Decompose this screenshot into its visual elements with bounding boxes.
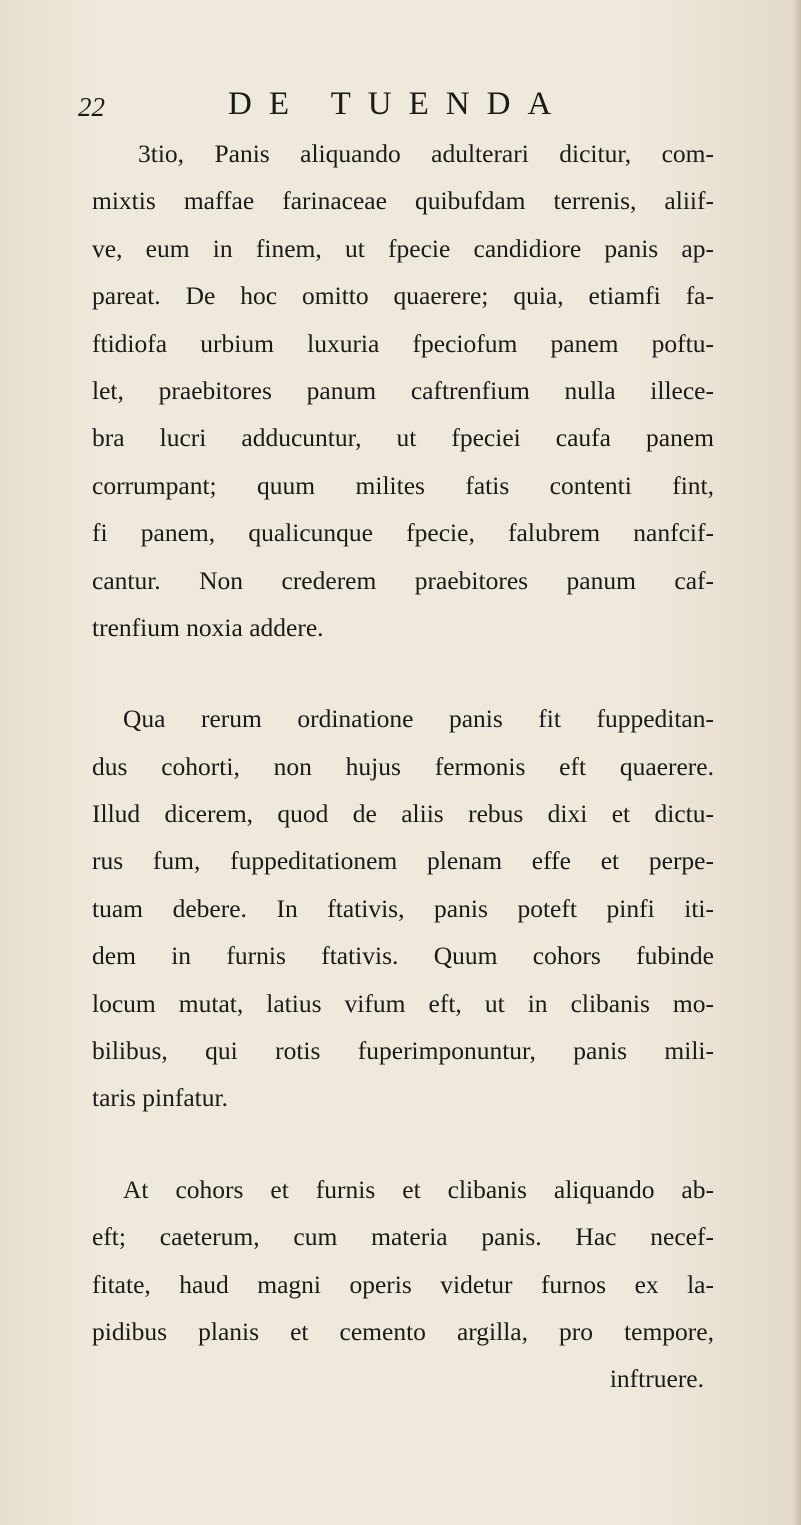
page-edge-shadow	[793, 0, 801, 1525]
text-line: fi panem, qualicunque fpecie, falubrem nanfcif-	[92, 518, 714, 548]
text-line: pareat. De hoc omitto quaerere; quia, etiamfi fa-	[92, 281, 714, 311]
text-line: cantur. Non crederem praebitores panum caf-	[92, 565, 714, 595]
page-number: 22	[78, 92, 105, 122]
running-title: DE TUENDA	[228, 86, 569, 122]
running-head	[78, 86, 718, 126]
text-line: fitate, haud magni operis videtur furnos ex la-	[92, 1269, 714, 1299]
text-line: ve, eum in finem, ut fpecie candidiore panis ap-	[92, 233, 714, 263]
paragraph-gap	[92, 1122, 714, 1166]
text-line: 3tio, Panis aliquando adulterari dicitur, com-	[138, 139, 714, 168]
text-line: tuam debere. In ftativis, panis poteft pinfi iti-	[92, 893, 714, 923]
text-line: bilibus, qui rotis fuperimponuntur, panis mili-	[92, 1036, 714, 1066]
text-line: trenfium noxia addere.	[92, 612, 324, 642]
text-line: Qua rerum ordinatione panis fit fuppeditan-	[123, 704, 714, 734]
text-line: let, praebitores panum caftrenfium nulla illece-	[92, 375, 714, 405]
text-line: taris pinfatur.	[92, 1083, 228, 1113]
paragraph-2	[92, 695, 714, 1122]
text-line: corrumpant; quum milites fatis contenti fint,	[92, 470, 714, 500]
text-line: rus fum, fuppeditationem plenam effe et perpe-	[92, 846, 714, 876]
text-line: Illud dicerem, quod de aliis rebus dixi et dictu-	[92, 799, 714, 829]
text-line: pidibus planis et cemento argilla, pro tempore,	[92, 1316, 714, 1346]
text-line: dem in furnis ftativis. Quum cohors fubinde	[92, 941, 714, 971]
text-line: inftruere.	[609, 1364, 704, 1394]
paragraph-gap	[92, 651, 714, 695]
paragraph-1	[92, 130, 714, 651]
text-line: bra lucri adducuntur, ut fpeciei caufa panem	[92, 423, 714, 453]
text-line: dus cohorti, non hujus fermonis eft quaerere.	[92, 751, 714, 781]
text-line: At cohors et furnis et clibanis aliquando ab-	[123, 1174, 714, 1204]
body-text	[92, 130, 714, 1403]
text-line: mixtis maffae farinaceae quibufdam terrenis, aliif-	[92, 186, 714, 216]
text-line: locum mutat, latius vifum eft, ut in clibanis mo-	[92, 988, 714, 1018]
paragraph-3	[92, 1166, 714, 1403]
text-line: eft; caeterum, cum materia panis. Hac necef-	[92, 1222, 714, 1252]
text-line: ftidiofa urbium luxuria fpeciofum panem poftu-	[92, 328, 714, 358]
